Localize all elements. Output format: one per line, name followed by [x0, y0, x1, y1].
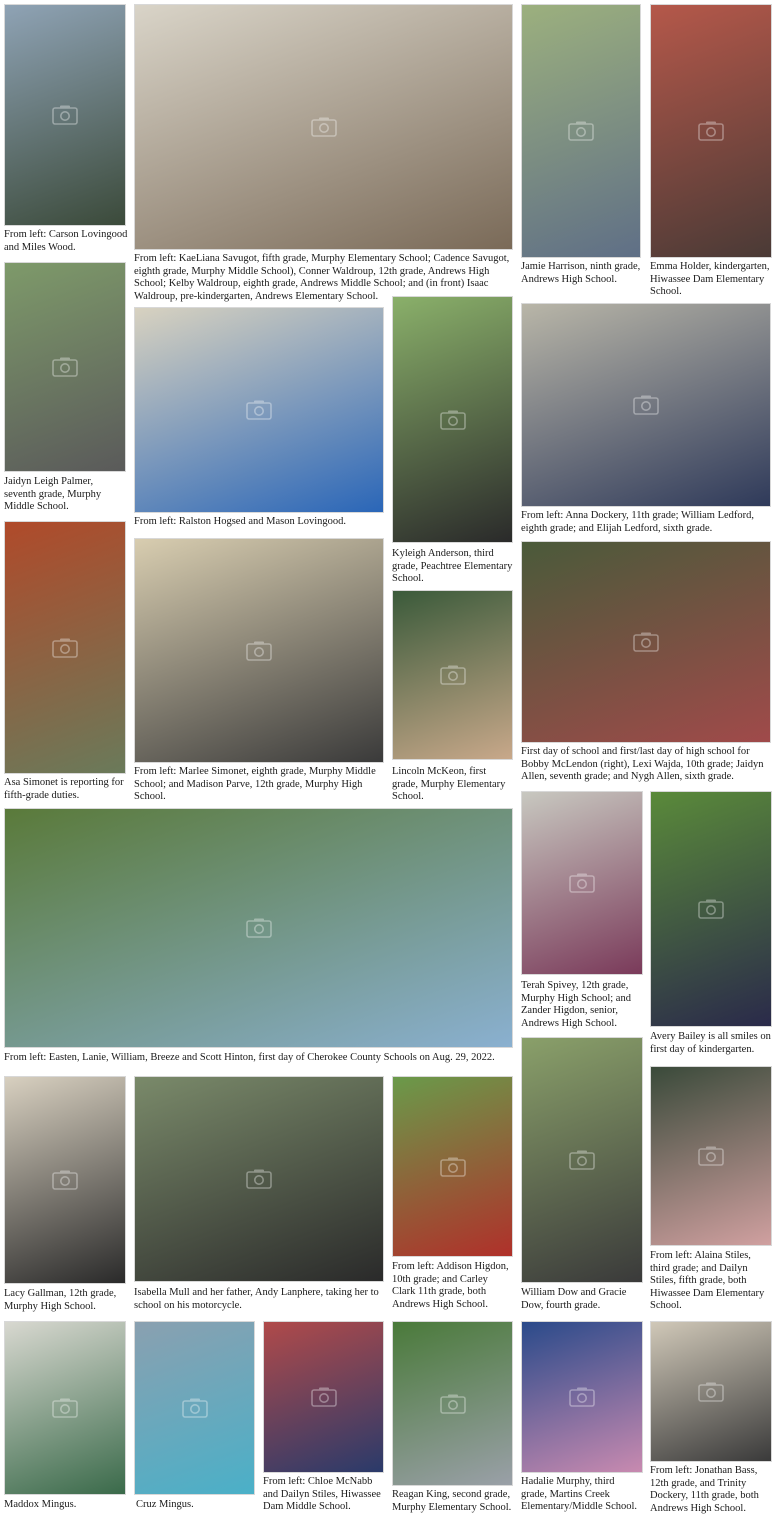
photo-placeholder-icon [246, 918, 272, 938]
caption-hadalie-murphy: Hadalie Murphy, third grade, Martins Creek Elementary/Middle School. [521, 1476, 638, 1513]
caption-lacy-gallman: Lacy Gallman, 12th grade, Murphy High School. [4, 1288, 117, 1312]
photo-asa-simonet [4, 521, 126, 774]
photo-hadalie-murphy [521, 1321, 643, 1473]
photo-lacy-gallman [4, 1076, 126, 1284]
photo-placeholder-icon [52, 357, 78, 377]
photo-alaina-dailyn [650, 1066, 772, 1246]
photo-reagan-king [392, 1321, 513, 1486]
photo-placeholder-icon [698, 1146, 724, 1166]
caption-dockery-ledford: From left: Anna Dockery, 11th grade; William Ledford, eighth grade; and Elijah Ledford, sixth grade. [521, 510, 755, 534]
photo-placeholder-icon [568, 121, 594, 141]
photo-placeholder-icon [633, 395, 659, 415]
photo-placeholder-icon [182, 1398, 208, 1418]
photo-addison-carley [392, 1076, 513, 1257]
caption-reagan-king: Reagan King, second grade, Murphy Elementary School. [392, 1489, 512, 1513]
photo-isabella-andy [134, 1076, 384, 1282]
caption-alaina-dailyn: From left: Alaina Stiles, third grade; and Dailyn Stiles, fifth grade, both Hiwassee Dam Elementary School. [650, 1250, 765, 1312]
photo-placeholder-icon [52, 1170, 78, 1190]
photo-emma-holder [650, 4, 772, 258]
photo-placeholder-icon [440, 410, 466, 430]
caption-ralston-mason: From left: Ralston Hogsed and Mason Lovingood. [134, 516, 347, 527]
photo-placeholder-icon [246, 1169, 272, 1189]
caption-isabella-andy: Isabella Mull and her father, Andy Lanphere, taking her to school on his motorcycle. [134, 1287, 379, 1311]
photo-ralston-mason [134, 307, 384, 513]
photo-placeholder-icon [569, 873, 595, 893]
photo-placeholder-icon [698, 1382, 724, 1402]
photo-placeholder-icon [440, 1394, 466, 1414]
caption-avery-bailey: Avery Bailey is all smiles on first day of kindergarten. [650, 1031, 771, 1055]
photo-placeholder-icon [569, 1150, 595, 1170]
caption-jaidyn-palmer: Jaidyn Leigh Palmer, seventh grade, Murphy Middle School. [4, 476, 102, 513]
photo-avery-bailey [650, 791, 772, 1027]
caption-jonathan-trinity: From left: Jonathan Bass, 12th grade, and Trinity Dockery, 11th grade, both Andrews High School. [650, 1465, 759, 1514]
caption-addison-carley: From left: Addison Higdon, 10th grade; and Carley Clark 11th grade, both Andrews High School. [392, 1261, 509, 1310]
photo-placeholder-icon [246, 400, 272, 420]
photo-terah-zander [521, 791, 643, 975]
caption-cruz-mingus: Cruz Mingus. [136, 1499, 194, 1510]
photo-lincoln-mckeon [392, 590, 513, 760]
caption-carson-miles: From left: Carson Lovingood and Miles Wood. [4, 229, 128, 253]
caption-kyleigh-anderson: Kyleigh Anderson, third grade, Peachtree Elementary School. [392, 548, 513, 585]
photo-savugot-waldroup [134, 4, 513, 250]
photo-placeholder-icon [52, 638, 78, 658]
photo-jonathan-trinity [650, 1321, 772, 1462]
photo-carson-miles [4, 4, 126, 226]
photo-maddox-mingus [4, 1321, 126, 1495]
photo-jaidyn-palmer [4, 262, 126, 472]
photo-marlee-madison [134, 538, 384, 763]
photo-cruz-mingus [134, 1321, 255, 1495]
photo-hinton-family [4, 808, 513, 1048]
photo-placeholder-icon [311, 117, 337, 137]
photo-placeholder-icon [440, 1157, 466, 1177]
caption-maddox-mingus: Maddox Mingus. [4, 1499, 77, 1510]
photo-mclendon-wajda-allen [521, 541, 771, 743]
photo-placeholder-icon [52, 105, 78, 125]
caption-jamie-harrison: Jamie Harrison, ninth grade, Andrews High School. [521, 261, 641, 285]
photo-william-gracie-dow [521, 1037, 643, 1283]
caption-chloe-dailyn: From left: Chloe McNabb and Dailyn Stiles, Hiwassee Dam Middle School. [263, 1476, 381, 1513]
photo-placeholder-icon [311, 1387, 337, 1407]
photo-dockery-ledford [521, 303, 771, 507]
photo-placeholder-icon [52, 1398, 78, 1418]
caption-savugot-waldroup: From left: KaeLiana Savugot, fifth grade, Murphy Elementary School; Cadence Savugot, eighth grade, Murphy Middle School), Conner Waldroup, 12th grade, Andrews High School; Kelby Waldroup, eighth grade, Andrews Middle School; and (in front) Isaac Waldroup, pre-kindergarten, Andrews Elementary School. [134, 253, 510, 302]
photo-placeholder-icon [440, 665, 466, 685]
photo-jamie-harrison [521, 4, 641, 258]
photo-placeholder-icon [633, 632, 659, 652]
photo-chloe-dailyn [263, 1321, 384, 1473]
caption-mclendon-wajda-allen: First day of school and first/last day of high school for Bobby McLendon (right), Lexi Wajda, 10th grade; Jaidyn Allen, seventh grade; and Nygh Allen, sixth grade. [521, 746, 764, 783]
photo-placeholder-icon [698, 121, 724, 141]
photo-placeholder-icon [698, 899, 724, 919]
photo-placeholder-icon [246, 641, 272, 661]
caption-emma-holder: Emma Holder, kindergarten, Hiwassee Dam Elementary School. [650, 261, 770, 298]
photo-placeholder-icon [569, 1387, 595, 1407]
caption-hinton-family: From left: Easten, Lanie, William, Breeze and Scott Hinton, first day of Cherokee County Schools on Aug. 29, 2022. [4, 1052, 495, 1063]
caption-william-gracie-dow: William Dow and Gracie Dow, fourth grade. [521, 1287, 627, 1311]
caption-asa-simonet: Asa Simonet is reporting for fifth-grade duties. [4, 777, 124, 801]
caption-marlee-madison: From left: Marlee Simonet, eighth grade, Murphy Middle School; and Madison Parve, 12th grade, Murphy High School. [134, 766, 376, 803]
caption-terah-zander: Terah Spivey, 12th grade, Murphy High School; and Zander Higdon, senior, Andrews High School. [521, 980, 631, 1029]
photo-kyleigh-anderson [392, 296, 513, 543]
caption-lincoln-mckeon: Lincoln McKeon, first grade, Murphy Elementary School. [392, 766, 506, 803]
